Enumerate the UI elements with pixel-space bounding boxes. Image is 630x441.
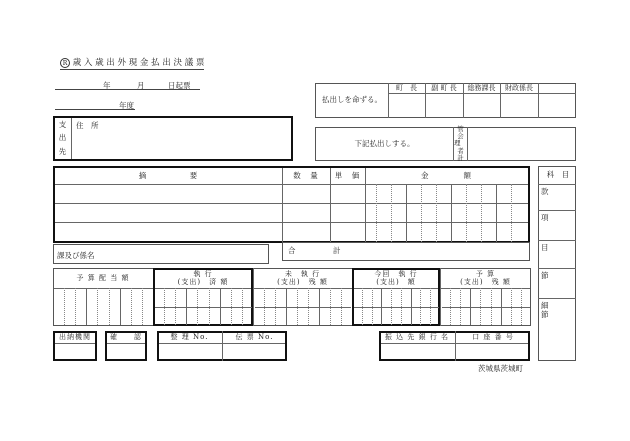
budget-header-3: 今回 執 行 (支出) 額 bbox=[374, 269, 418, 286]
approval-role-3: 財政係長 bbox=[505, 83, 533, 92]
bottom-label-confirm: 確 認 bbox=[110, 332, 142, 341]
subject-4: 節 bbox=[541, 271, 549, 280]
bank-field[interactable] bbox=[381, 344, 453, 359]
account-field[interactable] bbox=[457, 344, 529, 359]
bottom-label-ref_no: 整 理 No. bbox=[170, 332, 209, 341]
bottom-label-slip_no: 伝 票 No. bbox=[235, 332, 274, 341]
form-title: R 歳 入 歳 出 外 現 金 払 出 決 議 票 bbox=[60, 56, 204, 70]
payee-label: 支 出 先 bbox=[58, 120, 68, 156]
r-mark: R bbox=[60, 58, 70, 68]
approval-role-1: 副 町 長 bbox=[431, 83, 457, 92]
slip_no-field[interactable] bbox=[224, 344, 285, 359]
approval-role-0: 町 長 bbox=[396, 83, 417, 92]
confirm-field[interactable] bbox=[107, 344, 145, 359]
budget-header-2: 未 執 行 (支出) 残 額 bbox=[277, 269, 328, 286]
date-line: 年 月 日起票 bbox=[55, 80, 200, 90]
budget-header-4: 予 算 (支出) 残 額 bbox=[460, 269, 511, 286]
address-field[interactable]: 住 所 bbox=[76, 121, 99, 130]
subject-0: 科 目 bbox=[546, 170, 570, 179]
manager-seal-field[interactable] bbox=[468, 128, 575, 160]
approval-role-2: 総務課長 bbox=[467, 83, 496, 92]
subject-3: 目 bbox=[541, 243, 549, 252]
accounting-manager-label: 管 会 理 者 計 bbox=[454, 125, 464, 162]
approval-seal-field[interactable] bbox=[389, 94, 424, 117]
treasury-field[interactable] bbox=[55, 344, 95, 359]
approval-seal-field[interactable] bbox=[501, 94, 537, 117]
approval-seal-field[interactable] bbox=[426, 94, 462, 117]
bottom-label-account: 口 座 番 号 bbox=[472, 332, 514, 341]
bottom-label-bank: 振 込 先 銀 行 名 bbox=[384, 332, 450, 341]
ref_no-field[interactable] bbox=[159, 344, 220, 359]
approval-role-4 bbox=[538, 84, 576, 93]
subject-5: 細 節 bbox=[541, 301, 549, 319]
budget-header-0: 予 算 配 当 額 bbox=[76, 273, 130, 282]
bottom-label-treasury: 出納機関 bbox=[59, 332, 91, 341]
budget-header-1: 執 行 (支出) 済 額 bbox=[177, 269, 229, 286]
fiscal-year-line: 年度 bbox=[55, 100, 135, 110]
subject-1: 款 bbox=[541, 187, 549, 196]
footer-municipality: 茨城県茨城町 bbox=[478, 364, 523, 373]
approval-seal-field[interactable] bbox=[539, 94, 575, 117]
subject-2: 項 bbox=[541, 213, 549, 222]
approval-seal-field[interactable] bbox=[464, 94, 499, 117]
